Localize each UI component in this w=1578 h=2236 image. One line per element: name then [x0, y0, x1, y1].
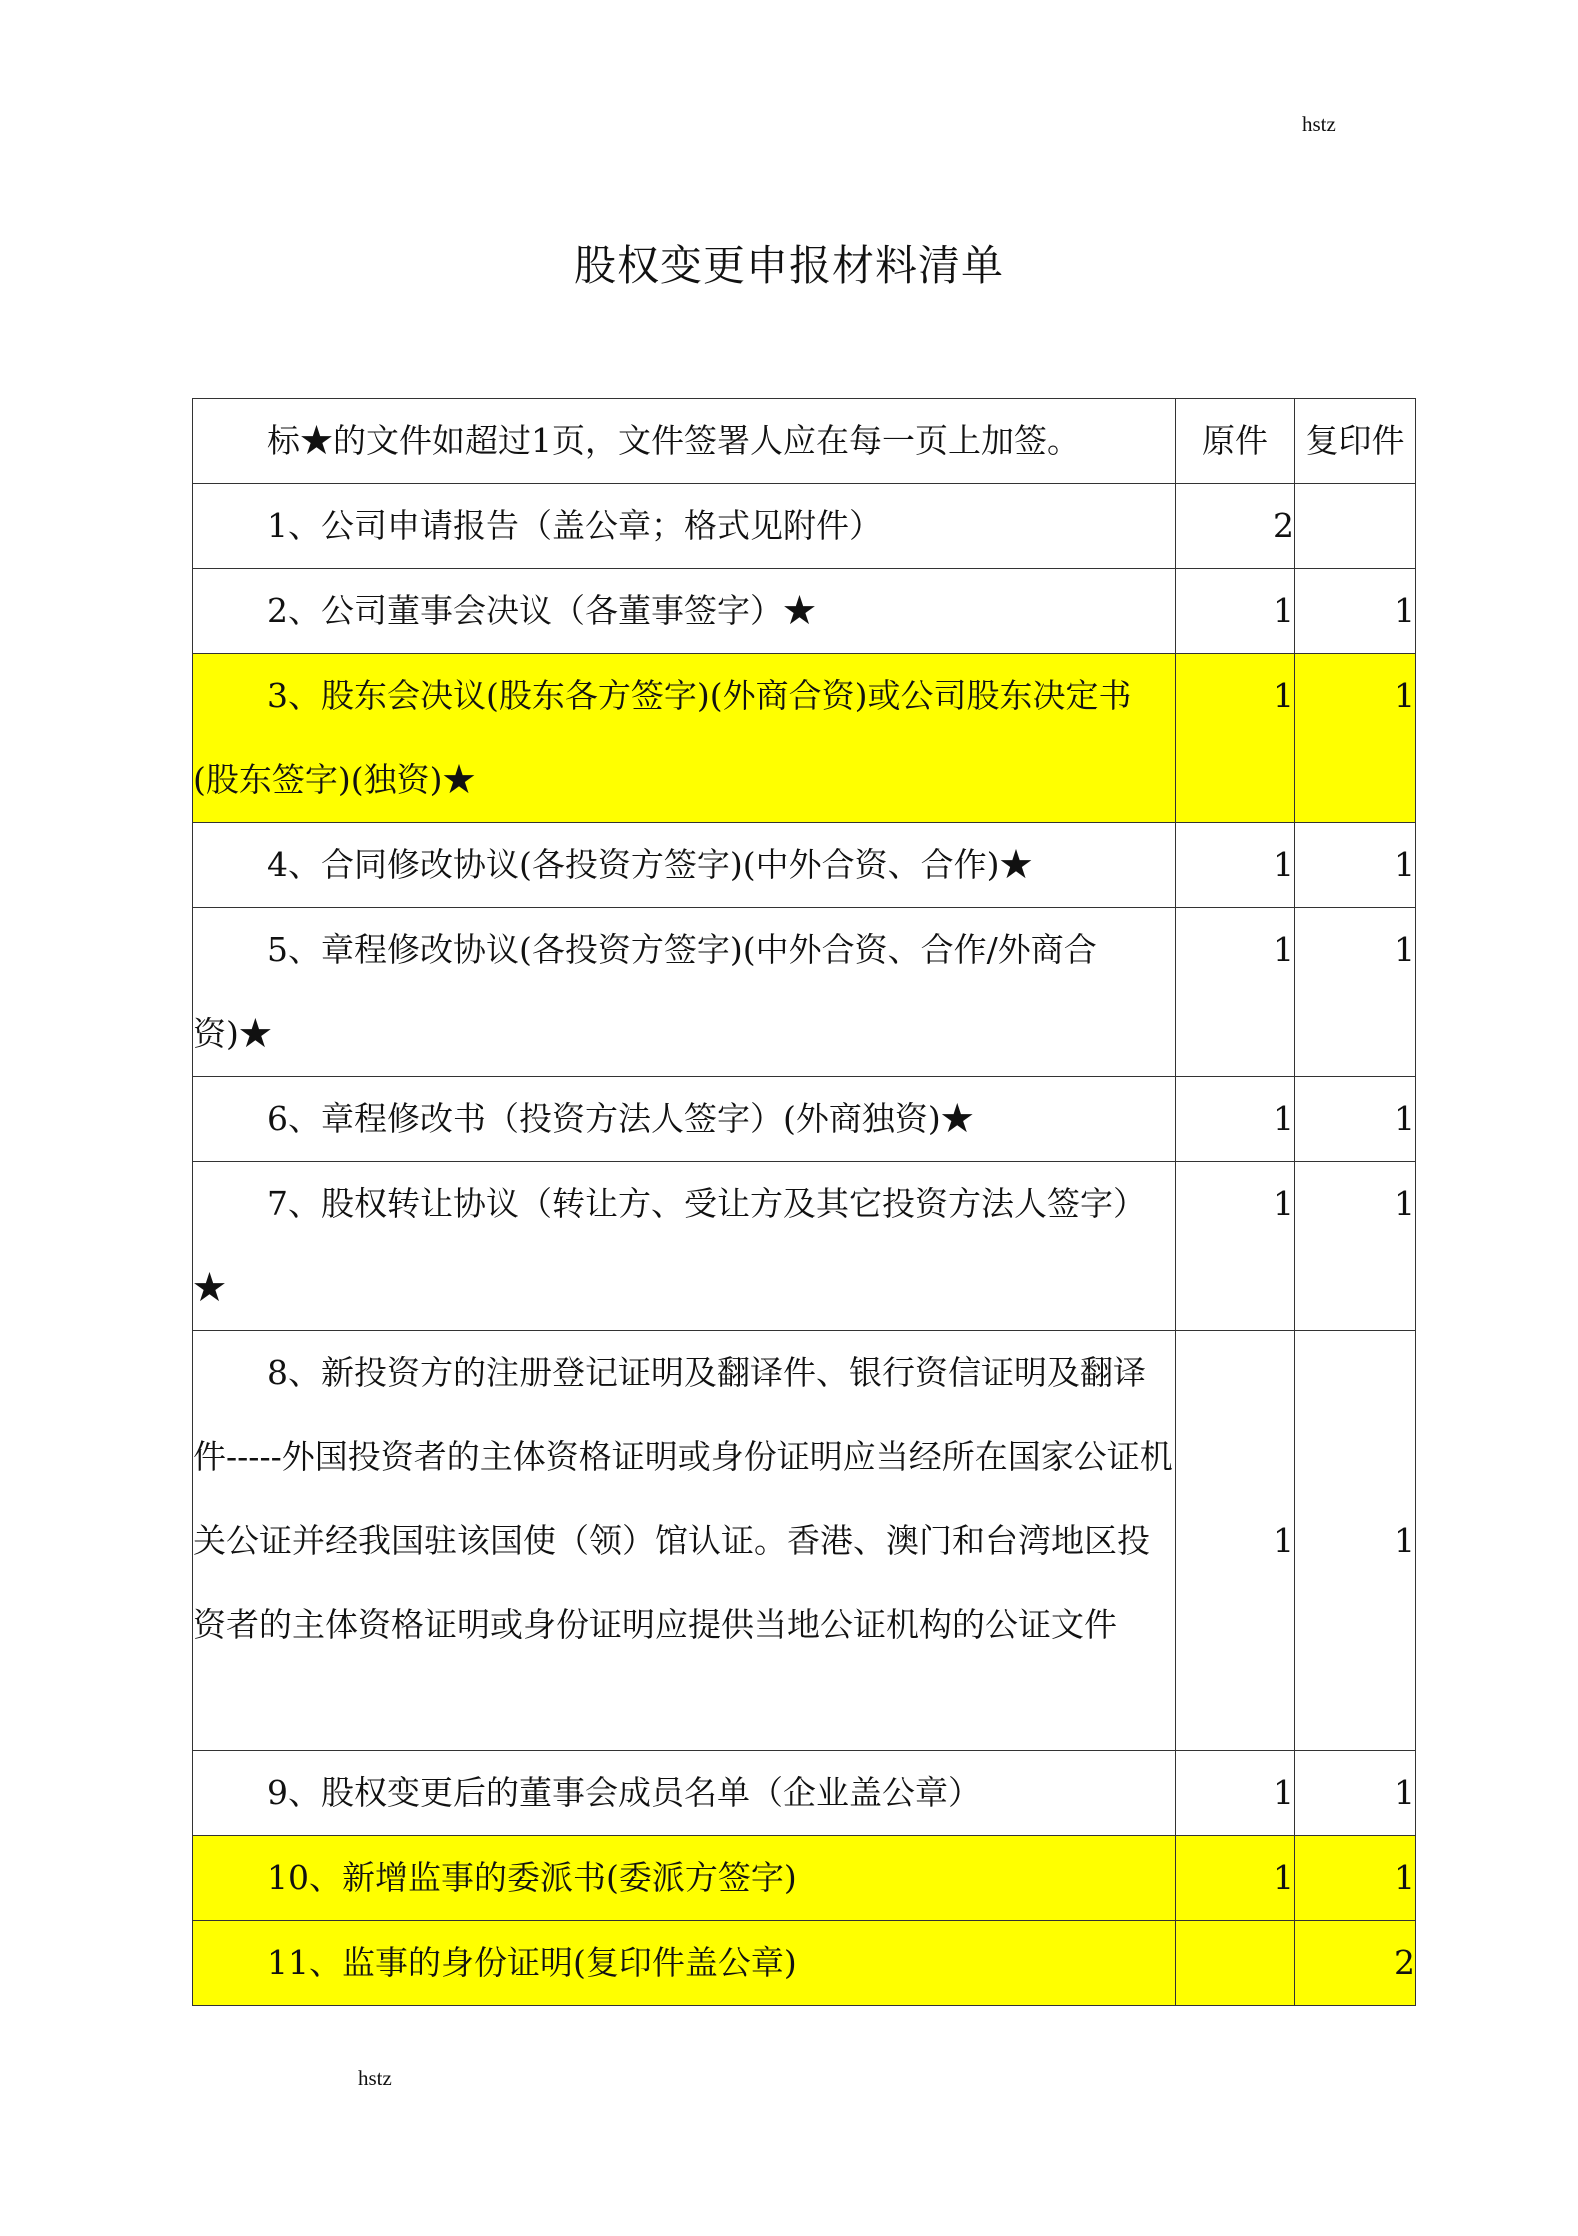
original-count: 1	[1176, 823, 1295, 908]
item-description: 2、公司董事会决议（各董事签字）★	[193, 569, 1176, 654]
table-row	[193, 569, 1416, 654]
item-description: 8、新投资方的注册登记证明及翻译件、银行资信证明及翻译件-----外国投资者的主体资格证明或身份证明应当经所在国家公证机关公证并经我国驻该国使（领）馆认证。香港、澳门和台湾地区投资者的主体资格证明或身份证明应提供当地公证机构的公证文件	[193, 1331, 1176, 1751]
table-header-row	[193, 399, 1416, 484]
copy-count: 1	[1295, 908, 1416, 1077]
table-row	[193, 1921, 1416, 2006]
column-copy: 复印件	[1295, 399, 1416, 484]
copy-count	[1295, 484, 1416, 569]
item-description: 11、监事的身份证明(复印件盖公章)	[193, 1921, 1176, 2006]
header-mark: hstz	[1302, 112, 1336, 136]
item-description: 5、章程修改协议(各投资方签字)(中外合资、合作/外商合资)★	[193, 908, 1176, 1077]
copy-count: 1	[1295, 1077, 1416, 1162]
table-row	[193, 1331, 1416, 1751]
copy-count: 1	[1295, 654, 1416, 823]
table-row	[193, 823, 1416, 908]
table-row	[193, 1751, 1416, 1836]
original-count: 1	[1176, 1836, 1295, 1921]
table-row	[193, 1162, 1416, 1331]
item-description: 6、章程修改书（投资方法人签字）(外商独资)★	[193, 1077, 1176, 1162]
item-description: 4、合同修改协议(各投资方签字)(中外合资、合作)★	[193, 823, 1176, 908]
table-row	[193, 908, 1416, 1077]
copy-count: 1	[1295, 569, 1416, 654]
materials-table	[192, 398, 1416, 2006]
original-count: 1	[1176, 1751, 1295, 1836]
original-count	[1176, 1921, 1295, 2006]
original-count: 1	[1176, 908, 1295, 1077]
original-count: 1	[1176, 569, 1295, 654]
original-count: 1	[1176, 1162, 1295, 1331]
original-count: 1	[1176, 654, 1295, 823]
item-description: 10、新增监事的委派书(委派方签字)	[193, 1836, 1176, 1921]
copy-count: 1	[1295, 1751, 1416, 1836]
table-row	[193, 1836, 1416, 1921]
copy-count: 1	[1295, 1331, 1416, 1751]
table-row	[193, 654, 1416, 823]
table-row	[193, 484, 1416, 569]
table-row	[193, 1077, 1416, 1162]
item-description: 1、公司申请报告（盖公章；格式见附件）	[193, 484, 1176, 569]
copy-count: 1	[1295, 1162, 1416, 1331]
copy-count: 2	[1295, 1921, 1416, 2006]
column-original: 原件	[1176, 399, 1295, 484]
page-title: 股权变更申报材料清单	[573, 241, 1004, 290]
signature-note: 标★的文件如超过1页，文件签署人应在每一页上加签。	[193, 399, 1176, 484]
original-count: 2	[1176, 484, 1295, 569]
original-count: 1	[1176, 1331, 1295, 1751]
item-description: 7、股权转让协议（转让方、受让方及其它投资方法人签字）★	[193, 1162, 1176, 1331]
copy-count: 1	[1295, 1836, 1416, 1921]
item-description: 9、股权变更后的董事会成员名单（企业盖公章）	[193, 1751, 1176, 1836]
item-description: 3、股东会决议(股东各方签字)(外商合资)或公司股东决定书(股东签字)(独资)★	[193, 654, 1176, 823]
copy-count: 1	[1295, 823, 1416, 908]
original-count: 1	[1176, 1077, 1295, 1162]
footer-mark: hstz	[358, 2066, 392, 2090]
